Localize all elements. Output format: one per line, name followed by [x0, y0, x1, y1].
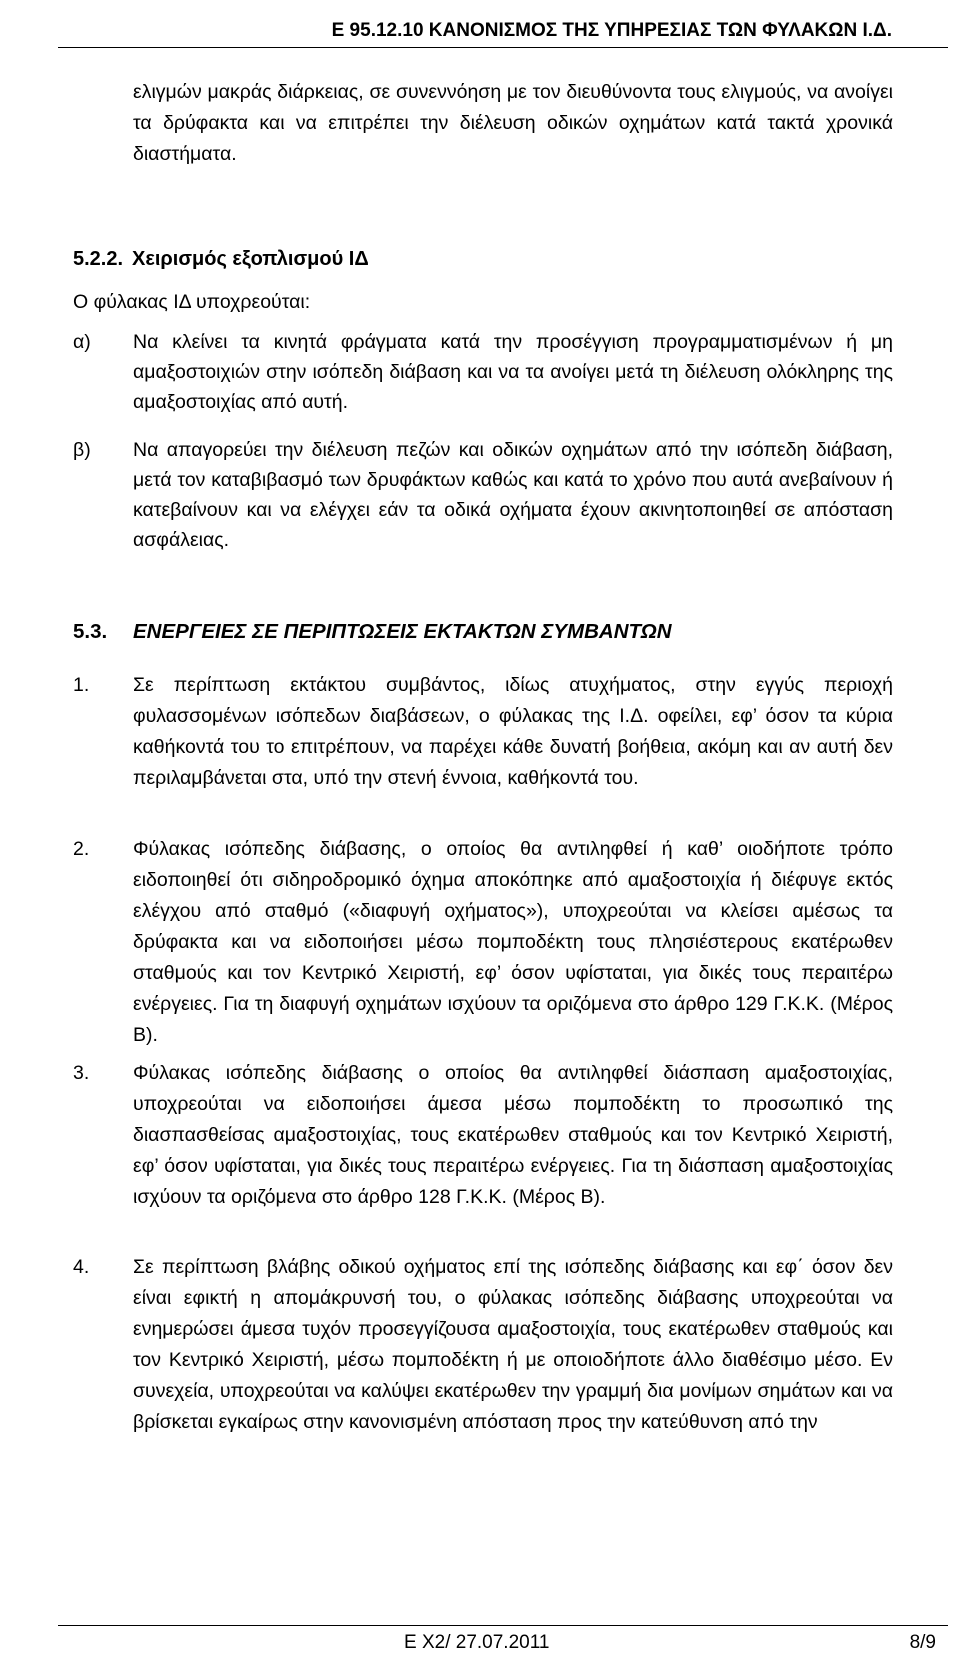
list-item-text: Σε περίπτωση εκτάκτου συμβάντος, ιδίως ατυχήματος, στην εγγύς περιοχή φυλασσομένων ισόπεδων διαβάσεων, ο φύλακας της Ι.Δ. οφείλει, εφ’ όσον τα κύρια καθήκοντά του το επιτρέπουν, να παρέχει κάθε δυνατή βοήθεια, ακόμη και αν αυτή δεν περιλαμβάνεται στα, υπό την στενή έννοια, καθήκοντά του.: [133, 674, 893, 789]
list-marker: 2.: [73, 838, 90, 860]
subsection-number: 5.2.2.: [73, 248, 124, 270]
list-item-text: Φύλακας ισόπεδης διάβασης ο οποίος θα αντιληφθεί διάσπαση αμαξοστοιχίας, υποχρεούται να ειδοποιήσει άμεσα μέσω πομποδέκτη το προσωπικό της διασπασθείσας αμαξοστοιχίας, τους εκατέρωθεν σταθμούς και τον Κεντρικό Χειριστή, εφ’ όσον υφίσταται, για δικές τους περαιτέρω ενέργειες. Για τη διάσπαση αμαξοστοιχίας ισχύουν τα οριζόμενα στο άρθρο 128 Γ.Κ.Κ. (Μέρος Β).: [133, 1062, 893, 1208]
list-marker: 3.: [73, 1062, 90, 1084]
subsection-lead: Ο φύλακας ΙΔ υποχρεούται:: [73, 291, 311, 313]
list-item-text: Φύλακας ισόπεδης διάβασης, ο οποίος θα αντιληφθεί ή καθ’ οιοδήποτε τρόπο ειδοποιηθεί ότι σιδηροδρομικό όχημα αποκόπηκε από αμαξοστοιχία ή διέφυγε εκτός ελέγχου από σταθμό («διαφυγή οχήματος»), υποχρεούται να κλείσει αμέσως τα δρύφακτα και να ειδοποιήσει μέσω πομποδέκτη τους πλησιέστερους εκατέρωθεν σταθμούς και τον Κεντρικό Χειριστή, εφ’ όσον υφίσταται, για δικές τους περαιτέρω ενέργειες. Για τη διαφυγή οχημάτων ισχύουν τα οριζόμενα στο άρθρο 129 Γ.Κ.Κ. (Μέρος Β).: [133, 838, 893, 1046]
footer-divider: [58, 1625, 948, 1626]
subsection-title: Χειρισμός εξοπλισμού ΙΔ: [132, 248, 369, 270]
intro-paragraph: ελιγμών μακράς διάρκειας, σε συνεννόηση με τον διευθύνοντα τους ελιγμούς, να ανοίγει τα δρύφακτα και να επιτρέπει την διέλευση οδικών οχημάτων κατά τακτά χρονικά διαστήματα.: [133, 81, 893, 165]
footer-doc-code: Ε Χ2/ 27.07.2011: [404, 1632, 550, 1653]
section-title: ΕΝΕΡΓΕΙΕΣ ΣΕ ΠΕΡΙΠΤΩΣΕΙΣ ΕΚΤΑΚΤΩΝ ΣΥΜΒΑΝΤΩΝ: [133, 620, 672, 643]
header-divider: [58, 47, 948, 48]
page-header-title: Ε 95.12.10 ΚΑΝΟΝΙΣΜΟΣ ΤΗΣ ΥΠΗΡΕΣΙΑΣ ΤΩΝ ΦΥΛΑΚΩΝ Ι.Δ.: [331, 20, 892, 41]
list-marker: 1.: [73, 674, 90, 696]
list-item-text: Σε περίπτωση βλάβης οδικού οχήματος επί της ισόπεδης διάβασης και εφ΄ όσον δεν είναι εφικτή η απομάκρυνσή του, ο φύλακας ισόπεδης διάβασης υποχρεούται να ενημερώσει άμεσα τυχόν προσεγγίζουσα αμαξοστοιχία, τους εκατέρωθεν σταθμούς και τον Κεντρικό Χειριστή, μέσω πομποδέκτη ή με οποιοδήποτε άλλο διαθέσιμο μέσο. Εν συνεχεία, υποχρεούται να καλύψει εκατέρωθεν την γραμμή δια μονίμων σημάτων και να βρίσκεται εγκαίρως στην κανονισμένη απόσταση προς την κατεύθυνση από την: [133, 1256, 893, 1433]
subsection-heading: [73, 248, 369, 271]
list-item-text: Να απαγορεύει την διέλευση πεζών και οδικών οχημάτων από την ισόπεδη διάβαση, μετά τον καταβιβασμό των δρυφάκτων καθώς και κατά το χρόνο που αυτά ανεβαίνουν ή κατεβαίνουν και να ελέγχει εάν τα οδικά οχήματα έχουν ακινητοποιηθεί σε απόσταση ασφάλειας.: [133, 439, 893, 551]
section-heading: [73, 620, 672, 644]
section-number: 5.3.: [73, 620, 108, 643]
list-marker: β): [73, 439, 91, 461]
footer-page-number: 8/9: [909, 1632, 936, 1653]
list-marker: α): [73, 331, 91, 353]
list-marker: 4.: [73, 1256, 90, 1278]
list-item-text: Να κλείνει τα κινητά φράγματα κατά την προσέγγιση προγραμματισμένων ή μη αμαξοστοιχιών στην ισόπεδη διάβαση και να τα ανοίγει μετά τη διέλευση ολόκληρης της αμαξοστοιχίας από αυτή.: [133, 331, 893, 413]
